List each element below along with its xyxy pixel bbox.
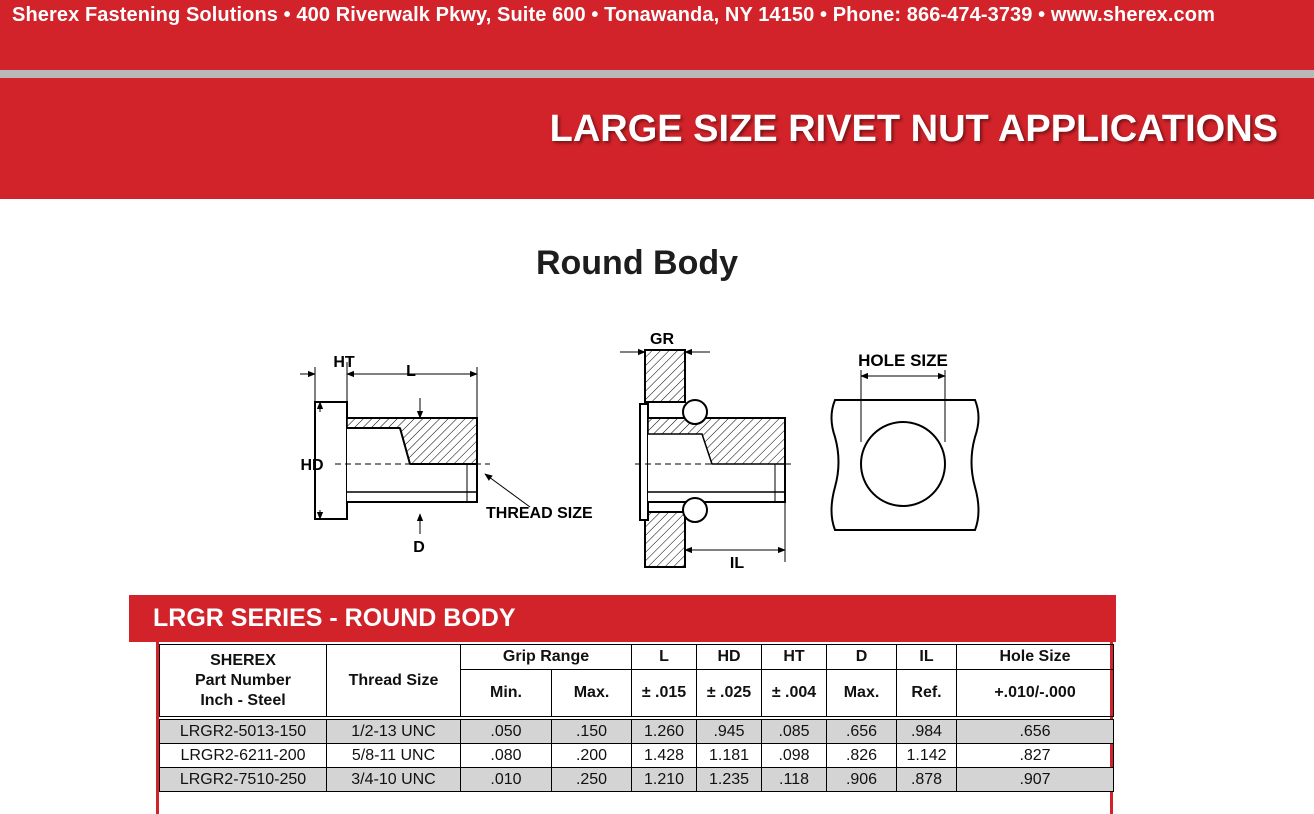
label-ht: HT: [333, 354, 355, 371]
header-d-sub: Max.: [827, 670, 897, 719]
label-l: L: [406, 363, 416, 380]
label-hd: HD: [300, 457, 324, 474]
cell-hole: .907: [957, 768, 1114, 792]
header-min: Min.: [461, 670, 552, 719]
rivet-nut-diagram: [290, 322, 1010, 574]
cell-min: .080: [461, 744, 552, 768]
cell-ht: .118: [762, 768, 827, 792]
cell-hd: .945: [697, 718, 762, 744]
cell-max: .250: [552, 768, 632, 792]
cell-min: .010: [461, 768, 552, 792]
gray-divider-stripe: [0, 70, 1314, 78]
cell-part: LRGR2-5013-150: [160, 718, 327, 744]
cell-il: .878: [897, 768, 957, 792]
header-hd-tol: ± .025: [697, 670, 762, 719]
header-ht: HT: [762, 645, 827, 670]
contact-line: Sherex Fastening Solutions • 400 Riverwalk Pkwy, Suite 600 • Tonawanda, NY 14150 • Phone: 866-474-3739 • www.sherex.com: [12, 4, 1215, 26]
header-grip-range: Grip Range: [461, 645, 632, 670]
header-hole-size: Hole Size: [957, 645, 1114, 670]
cell-hd: 1.181: [697, 744, 762, 768]
cell-part: LRGR2-6211-200: [160, 744, 327, 768]
cell-max: .150: [552, 718, 632, 744]
cell-l: 1.428: [632, 744, 697, 768]
installed-view: [635, 350, 795, 567]
header-max: Max.: [552, 670, 632, 719]
specs-table: [159, 644, 1114, 792]
title-banner: [0, 78, 1314, 199]
header-hole-tol: +.010/-.000: [957, 670, 1114, 719]
cell-hole: .656: [957, 718, 1114, 744]
cell-ht: .085: [762, 718, 827, 744]
header-il: IL: [897, 645, 957, 670]
cell-d: .906: [827, 768, 897, 792]
cell-hole: .827: [957, 744, 1114, 768]
header-part-number: SHEREX Part Number Inch - Steel: [160, 645, 327, 719]
cell-d: .656: [827, 718, 897, 744]
header-l-tol: ± .015: [632, 670, 697, 719]
cell-thread: 1/2-13 UNC: [327, 718, 461, 744]
cell-il: 1.142: [897, 744, 957, 768]
label-d: D: [413, 539, 425, 556]
table-row: [160, 744, 1114, 768]
section-title: Round Body: [535, 244, 739, 282]
cell-thread: 5/8-11 UNC: [327, 744, 461, 768]
banner-title: LARGE SIZE RIVET NUT APPLICATIONS: [549, 108, 1278, 150]
cell-l: 1.210: [632, 768, 697, 792]
cell-thread: 3/4-10 UNC: [327, 768, 461, 792]
label-thread-size: THREAD SIZE: [486, 505, 593, 522]
cell-l: 1.260: [632, 718, 697, 744]
header-il-sub: Ref.: [897, 670, 957, 719]
cell-max: .200: [552, 744, 632, 768]
header-ht-tol: ± .004: [762, 670, 827, 719]
contact-bar: [0, 0, 1314, 70]
table-row: [160, 718, 1114, 744]
cell-part: LRGR2-7510-250: [160, 768, 327, 792]
label-il: IL: [729, 555, 745, 572]
cell-ht: .098: [762, 744, 827, 768]
side-view: [315, 402, 490, 519]
cell-min: .050: [461, 718, 552, 744]
label-hole-size: HOLE SIZE: [858, 351, 948, 370]
series-header: [129, 595, 1116, 642]
table-row: [160, 768, 1114, 792]
header-d: D: [827, 645, 897, 670]
label-gr: GR: [650, 331, 674, 348]
cell-hd: 1.235: [697, 768, 762, 792]
hole-view: [832, 400, 979, 530]
header-hd: HD: [697, 645, 762, 670]
cell-il: .984: [897, 718, 957, 744]
header-thread-size: Thread Size: [327, 645, 461, 719]
series-title: LRGR SERIES - ROUND BODY: [153, 604, 516, 632]
header-l: L: [632, 645, 697, 670]
cell-d: .826: [827, 744, 897, 768]
